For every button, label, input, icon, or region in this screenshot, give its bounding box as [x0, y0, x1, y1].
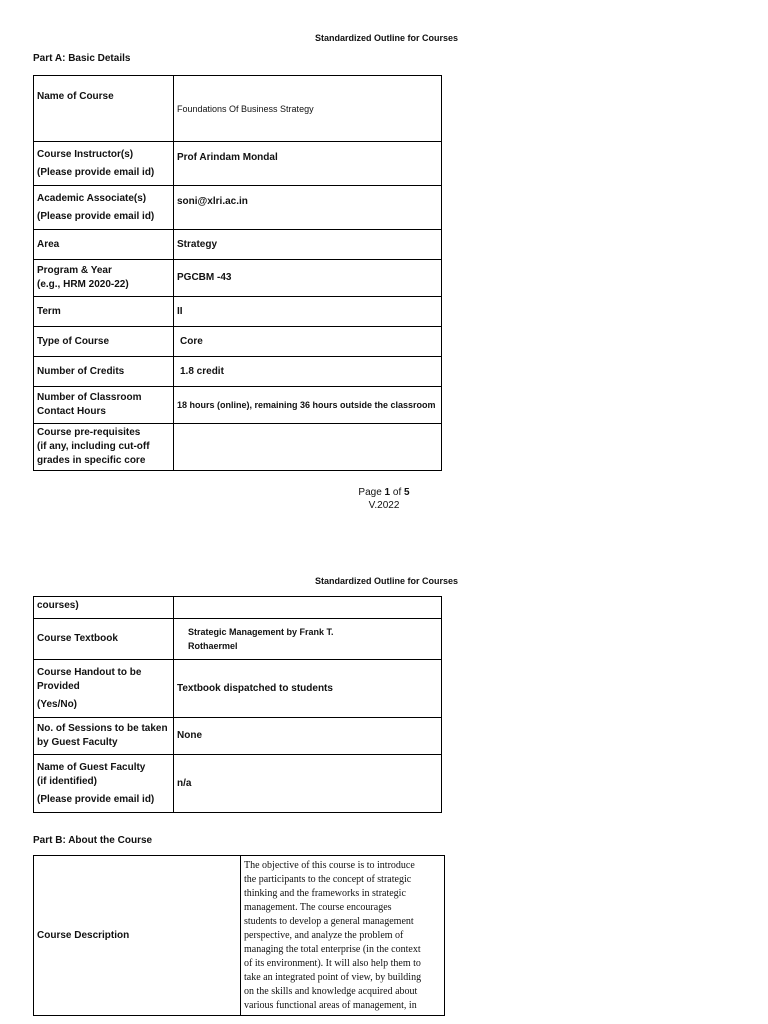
- value-prerequisites-continued: [174, 597, 442, 619]
- value-name-of-course: Foundations Of Business Strategy: [174, 76, 442, 142]
- value-program-year: PGCBM -43: [174, 260, 442, 297]
- value-type-of-course: Core: [174, 327, 442, 357]
- page-header: Standardized Outline for Courses: [315, 33, 459, 43]
- table-row: [34, 297, 442, 327]
- table-row: [34, 142, 442, 186]
- label-area: Area: [34, 230, 174, 260]
- label-type-of-course: Type of Course: [34, 327, 174, 357]
- label-number-of-credits: Number of Credits: [34, 357, 174, 387]
- table-row: [34, 619, 442, 660]
- value-course-description: The objective of this course is to introduce the participants to the concept of strategic thinking and the frameworks in strategic management. The course encourages students to develop a general management perspective, and analyze the problem of managing the total enterprise (in the context of its environment). It will also help them to take an integrated point of view, by building on the skills and knowledge acquired about various functional areas of management, in: [241, 856, 445, 1016]
- course-description-table: [33, 855, 445, 1016]
- label-course-handout: Course Handout to be Provided (Yes/No): [34, 660, 174, 718]
- value-course-handout: Textbook dispatched to students: [174, 660, 442, 718]
- page-header: Standardized Outline for Courses: [315, 576, 459, 586]
- part-b-title: Part B: About the Course: [33, 835, 153, 846]
- label-contact-hours: Number of Classroom Contact Hours: [34, 387, 174, 424]
- value-course-textbook: Strategic Management by Frank T. Rothaermel: [174, 619, 442, 660]
- label-name-of-course: Name of Course: [34, 76, 174, 142]
- table-row: [34, 357, 442, 387]
- value-guest-sessions: None: [174, 718, 442, 755]
- label-guest-sessions: No. of Sessions to be taken by Guest Faculty: [34, 718, 174, 755]
- table-row: [34, 597, 442, 619]
- value-area: Strategy: [174, 230, 442, 260]
- label-guest-faculty-name: Name of Guest Faculty (if identified) (Please provide email id): [34, 755, 174, 813]
- basic-details-table: [33, 75, 442, 471]
- table-row: [34, 424, 442, 471]
- value-term: II: [174, 297, 442, 327]
- table-row: [34, 186, 442, 230]
- value-prerequisites: [174, 424, 442, 471]
- table-row: [34, 755, 442, 813]
- value-course-instructor: Prof Arindam Mondal: [174, 142, 442, 186]
- basic-details-table-continued: [33, 596, 442, 813]
- page-footer: [339, 486, 429, 512]
- table-row: [34, 327, 442, 357]
- version-label: V.2022: [368, 500, 400, 511]
- part-a-title: Part A: Basic Details: [33, 53, 131, 64]
- label-prerequisites: Course pre-requisites (if any, including cut-off grades in specific core: [34, 424, 174, 471]
- table-row: [34, 660, 442, 718]
- label-program-year: Program & Year (e.g., HRM 2020-22): [34, 260, 174, 297]
- label-course-description: Course Description: [34, 856, 241, 1016]
- table-row: [34, 387, 442, 424]
- value-contact-hours: 18 hours (online), remaining 36 hours outside the classroom: [174, 387, 442, 424]
- label-course-textbook: Course Textbook: [34, 619, 174, 660]
- value-academic-associate: soni@xlri.ac.in: [174, 186, 442, 230]
- page-number: Page 1 of 5: [358, 487, 410, 498]
- table-row: [34, 230, 442, 260]
- table-row: [34, 76, 442, 142]
- table-row: [34, 856, 445, 1016]
- label-prerequisites-continued: courses): [34, 597, 174, 619]
- label-academic-associate: Academic Associate(s) (Please provide email id): [34, 186, 174, 230]
- table-row: [34, 718, 442, 755]
- label-term: Term: [34, 297, 174, 327]
- value-guest-faculty-name: n/a: [174, 755, 442, 813]
- table-row: [34, 260, 442, 297]
- value-number-of-credits: 1.8 credit: [174, 357, 442, 387]
- label-course-instructor: Course Instructor(s) (Please provide email id): [34, 142, 174, 186]
